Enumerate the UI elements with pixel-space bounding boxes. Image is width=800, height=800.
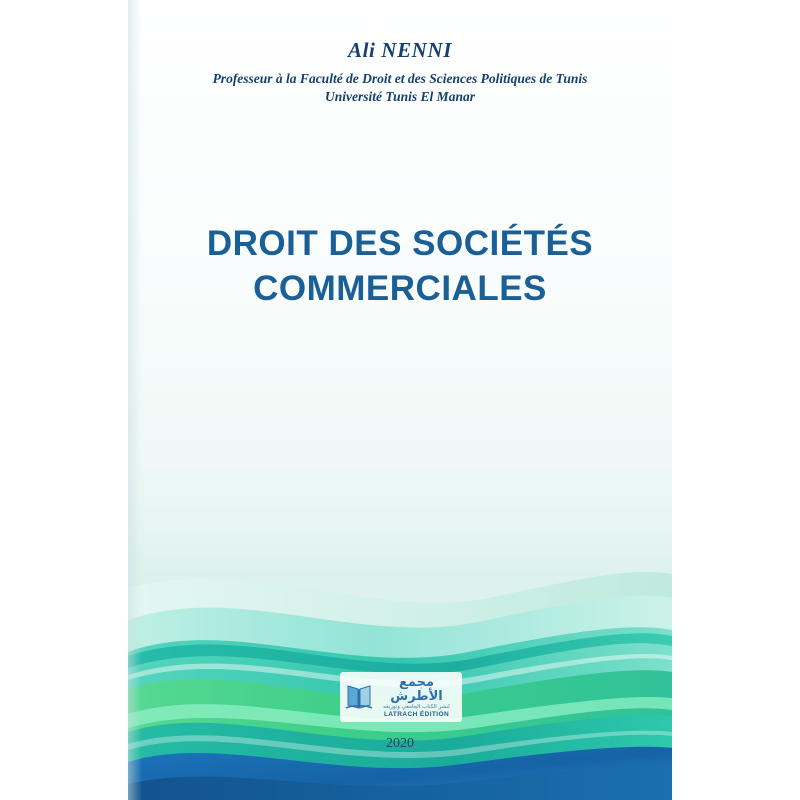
book-title [128, 222, 672, 312]
publisher-logo [340, 672, 462, 722]
publisher-logo-text [374, 676, 462, 717]
publisher-arabic-tagline: لنشر الكتاب الجامعي وتوزيعه [383, 703, 450, 710]
author-block [128, 38, 672, 106]
book-title-line-2: COMMERCIALES [253, 268, 547, 308]
publication-year: 2020 [386, 736, 414, 751]
author-affiliation-line-2: Université Tunis El Manar [325, 89, 475, 105]
publisher-latin-name: LATRACH ÉDITION [383, 710, 450, 718]
author-name: Ali NENNI [347, 38, 452, 62]
book-title-line-1: DROIT DES SOCIÉTÉS [206, 224, 594, 263]
open-book-icon [344, 680, 374, 714]
book-cover [128, 0, 672, 800]
author-affiliation-line-1: Professeur à la Faculté de Droit et des Sciences Politiques de Tunis [212, 71, 588, 86]
publisher-arabic-name: مجمع الأطرش [390, 675, 443, 704]
